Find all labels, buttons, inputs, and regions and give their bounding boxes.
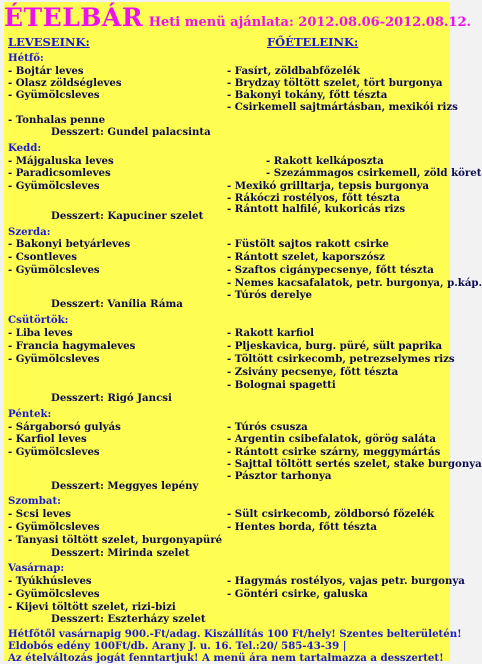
menu-line: - Francia hagymaleves (8, 340, 136, 352)
menu-line: - Karfiol leves (8, 433, 87, 445)
soups-header: LEVESEINK: (8, 35, 90, 49)
menu-line: - Hagymás rostélyos, vajas petr. burgonya (227, 575, 465, 587)
menu-line: Desszert: Mirinda szelet (51, 547, 190, 559)
menu-line: - Májgaluska leves (8, 155, 114, 167)
menu-line: - Bojtár leves (8, 65, 84, 77)
menu-line: - Paradicsomleves (8, 167, 111, 179)
menu-line: Desszert: Meggyes lepény (51, 480, 199, 492)
menu-line: - Gyümölcsleves (8, 353, 100, 365)
menu-line: - Gyümölcsleves (8, 446, 100, 458)
menu-line: - Szezámmagos csirkemell, zöld köret (266, 167, 482, 179)
day-heading: Szombat: (8, 495, 61, 507)
menu-line: - Szaftos cigánypecsenye, főtt tészta (227, 264, 434, 276)
menu-line: Desszert: Rigó Jancsi (51, 392, 172, 404)
menu-line: - Gyümölcsleves (8, 264, 100, 276)
menu-line: - Gyümölcsleves (8, 588, 100, 600)
menu-line: - Töltött csirkecomb, petrezselymes rizs (227, 353, 455, 365)
menu-line: - Pásztor tarhonya (227, 470, 332, 482)
menu-line: - Rántott csirke szárny, meggymártás (227, 446, 441, 458)
day-heading: Kedd: (8, 142, 42, 154)
menu-line: - Sajttal töltött sertés szelet, stake burgonya (227, 458, 482, 470)
menu-line: - Sárgaborsó gulyás (8, 421, 121, 433)
menu-line: - Hentes borda, főtt tészta (227, 521, 378, 533)
menu-line: - Csirkemell sajtmártásban, mexikói rizs (227, 101, 458, 113)
menu-line: - Tyúkhúsleves (8, 575, 92, 587)
footer-line: Eldobós edény 100Ft/db. Arany J. u. 16. Tel.:20/ 585-43-39 | (8, 640, 347, 652)
menu-line: - Scsi leves (8, 508, 71, 520)
menu-line: - Rántott szelet, kaporszósz (227, 251, 385, 263)
menu-line: - Fasírt, zöldbabfőzelék (227, 65, 361, 77)
page-title (4, 3, 472, 32)
menu-line: - Tanyasi töltött szelet, burgonyapüré (8, 534, 223, 546)
day-heading: Péntek: (8, 408, 52, 420)
menu-line: - Túrós csusza (227, 421, 308, 433)
menu-line: - Rakott kelkáposzta (266, 155, 384, 167)
menu-line: Desszert: Kapuciner szelet (51, 210, 204, 222)
footer-line: Az ételváltozás jogát fenntartjuk! A menü ára nem tartalmazza a desszertet! (8, 652, 444, 664)
menu-line: - Olasz zöldségleves (8, 77, 122, 89)
menu-line: - Argentin csibefalatok, görög saláta (227, 433, 436, 445)
menu-line: Desszert: Eszterházy szelet (51, 613, 206, 625)
menu-line: - Füstölt sajtos rakott csirke (227, 238, 389, 250)
menu-line: Desszert: Gundel palacsinta (51, 126, 211, 138)
day-heading: Vasárnap: (8, 562, 65, 574)
menu-line: - Gyümölcsleves (8, 521, 100, 533)
menu-line: - Mexikó grilltarja, tepsis burgonya (227, 180, 429, 192)
menu-line: - Zsivány pecsenye, főtt tészta (227, 366, 399, 378)
menu-line: - Túrós derelye (227, 289, 312, 301)
day-heading: Szerda: (8, 226, 51, 238)
menu-line: - Bakonyi betyárleves (8, 238, 131, 250)
menu-line: - Göntéri csirke, galuska (227, 588, 368, 600)
menu-line: - Sült csirkecomb, zöldborsó főzelék (227, 508, 435, 520)
menu-sheet (4, 2, 482, 664)
menu-line: - Gyümölcsleves (8, 89, 100, 101)
menu-line: - Tonhalas penne (8, 114, 106, 126)
menu-line: - Gyümölcsleves (8, 180, 100, 192)
menu-line: - Bakonyi tokány, főtt tészta (227, 89, 388, 101)
menu-line: - Nemes kacsafalatok, petr. burgonya, p.káp. (227, 277, 482, 289)
menu-line: - Brydzay töltött szelet, tört burgonya (227, 77, 443, 89)
menu-line: - Liba leves (8, 327, 73, 339)
mains-header: FŐÉTELEINK: (267, 35, 359, 49)
title-main: ÉTELBÁR (4, 3, 144, 32)
menu-line: - Rákóczi rostélyos, főtt tészta (227, 192, 400, 204)
menu-line: - Rakott karfiol (227, 327, 314, 339)
menu-line: - Pljeskavica, burg. püré, sült paprika (227, 340, 443, 352)
menu-line: - Csontleves (8, 251, 78, 263)
day-heading: Hétfő: (8, 52, 44, 64)
day-heading: Csütörtök: (8, 314, 69, 326)
footer-line: Hétfőtől vasárnapig 900.-Ft/adag. Kiszállítás 100 Ft/hely! Szentes belterületén! (8, 628, 462, 640)
title-sub: Heti menü ajánlata: 2012.08.06-2012.08.12. (148, 15, 472, 30)
menu-line: - Bolognai spagetti (227, 379, 336, 391)
menu-line: Desszert: Vanília Ráma (51, 298, 183, 310)
menu-line: - Rántott halfilé, kukoricás rizs (227, 203, 406, 215)
menu-line: - Kijevi töltött szelet, rizi-bizi (8, 601, 176, 613)
